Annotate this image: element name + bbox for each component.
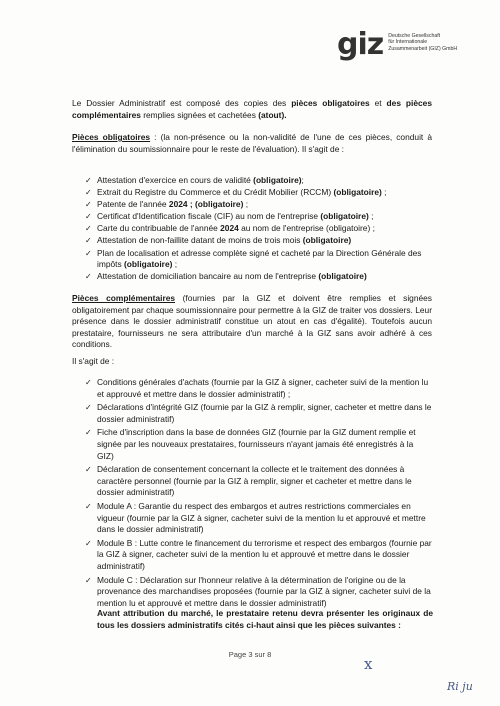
checkmark-icon: ✓	[85, 403, 92, 413]
handwritten-initials: Ri ju	[447, 680, 473, 693]
list-item: ✓ Carte du contribuable de l'année 2024 au nom de l'entreprise (obligatoire) ;	[85, 223, 375, 234]
checkmark-icon: ✓	[85, 200, 92, 210]
checkmark-icon: ✓	[85, 575, 92, 585]
checkmark-icon: ✓	[85, 212, 92, 222]
checkmark-icon: ✓	[85, 538, 92, 548]
checkmark-icon: ✓	[85, 272, 92, 282]
complementaires-list	[72, 377, 432, 611]
list-item: ✓ Attestation de domiciliation bancaire au nom de l'entreprise (obligatoire)	[85, 271, 367, 282]
complementaires-lead: Il s'agit de :	[72, 356, 115, 366]
list-item: ✓ Plan de localisation et adresse complète signé et cacheté par la Direction Générale des impôts (obligatoire) ;	[85, 247, 422, 270]
list-item: ✓ Attestation de non-faillite datant de moins de trois mois (obligatoire)	[85, 235, 352, 246]
complementaires-heading: Pièces complémentaires	[72, 293, 176, 303]
obligatoires-heading: Pièces obligatoires	[72, 132, 151, 142]
obligatoires-paragraph: Pièces obligatoires : (la non-présence ou la non-validité de l'une de ces pièces, conduit à l'élimination du soumissionnaire pour le reste de l'évaluation). Il s'agit de :	[72, 132, 432, 154]
complementaires-paragraph: Pièces complémentaires (fournies par la GIZ et doivent être remplies et signées obligatoirement par chaque soumissionnaire pour permettre à la GIZ de traiter vos dossiers. Leur présence dans le dossier administratif constitue un atout en cas d'égalité). Toutefois aucun prestataire, fournisseurs ne sera attributaire d'un marché à la GIZ sans avoir adhéré à ces conditions.	[72, 293, 432, 350]
giz-logo-subtitle: Deutsche Gesellschaft für Internationale Zusammenarbeit (GIZ) GmbH	[388, 33, 458, 52]
list-item: ✓ Patente de l'année 2024 ; (obligatoire) ;	[85, 199, 249, 210]
page-number: Page 3 sur 8	[228, 650, 272, 659]
list-item: ✓ Déclaration de consentement concernant la collecte et le traitement des données à caractère personnel (fournie par la GIZ à remplir, signer et cacheter et mettre dans le dossier administratif)	[85, 464, 412, 498]
checkmark-icon: ✓	[85, 465, 92, 475]
intro-paragraph: Le Dossier Administratif est composé des copies des pièces obligatoires et des pièces complémentaires remplies signées et cachetées (atout).	[72, 98, 432, 120]
list-item: ✓ Module B : Lutte contre le financement du terrorisme et respect des embargos (fournie par la GIZ à signer, cacheter suivi de la mention lu et approuvé et mettre dans le dossier administratif)	[85, 537, 432, 571]
list-item: ✓ Extrait du Registre du Commerce et du Crédit Mobilier (RCCM) (obligatoire) ;	[85, 187, 387, 198]
final-note: Avant attribution du marché, le prestataire retenu devra présenter les originaux de tous les dossiers administratifs cités ci-haut ainsi que les pièces suivantes :	[97, 608, 433, 630]
handwritten-mark: x	[364, 655, 373, 673]
checkmark-icon: ✓	[85, 176, 92, 185]
checkmark-icon: ✓	[85, 224, 92, 234]
list-item: ✓ Conditions générales d'achats (fournie par la GIZ à signer, cacheter suivi de la mention lu et approuvé et mettre dans le dossier administratif) ;	[85, 377, 429, 399]
checkmark-icon: ✓	[85, 188, 92, 198]
checkmark-icon: ✓	[85, 236, 92, 246]
list-item: ✓ Certificat d'Identification fiscale (CIF) au nom de l'entreprise (obligatoire) ;	[85, 211, 374, 222]
list-item: ✓ Déclarations d'intégrité GIZ (fournie par la GIZ à remplir, signer, cacheter et mettre dans le dossier administratif)	[85, 402, 432, 424]
giz-logo-word: giz	[337, 27, 384, 62]
list-item: ✓ Module C : Déclaration sur l'honneur relative à la détermination de l'origine ou de la provenance des marchandises proposées (fournie par la GIZ à signer, cacheter suivi de la mention lu et approuvé et mettre dans le dossier administratif)	[85, 574, 431, 608]
checkmark-icon: ✓	[85, 378, 92, 387]
list-item: ✓ Attestation d'exercice en cours de validité (obligatoire);	[85, 175, 304, 185]
list-item: ✓ Fiche d'inscription dans la base de données GIZ (fournie par la GIZ dument remplie et signée par les nouveaux prestataires, fournisseurs n'ayant jamais été enregistrés à la GIZ)	[85, 427, 416, 461]
list-item: ✓ Module A : Garantie du respect des embargos et autres restrictions commerciales en vigueur (fournie par la GIZ à signer, cacheter suivi de la mention lu et approuvé et mettre dans le dossier administratif)	[85, 500, 426, 535]
giz-logo	[337, 27, 458, 62]
checkmark-icon: ✓	[85, 428, 92, 438]
obligatoires-list	[72, 175, 432, 283]
checkmark-icon: ✓	[85, 248, 92, 258]
checkmark-icon: ✓	[85, 501, 92, 511]
